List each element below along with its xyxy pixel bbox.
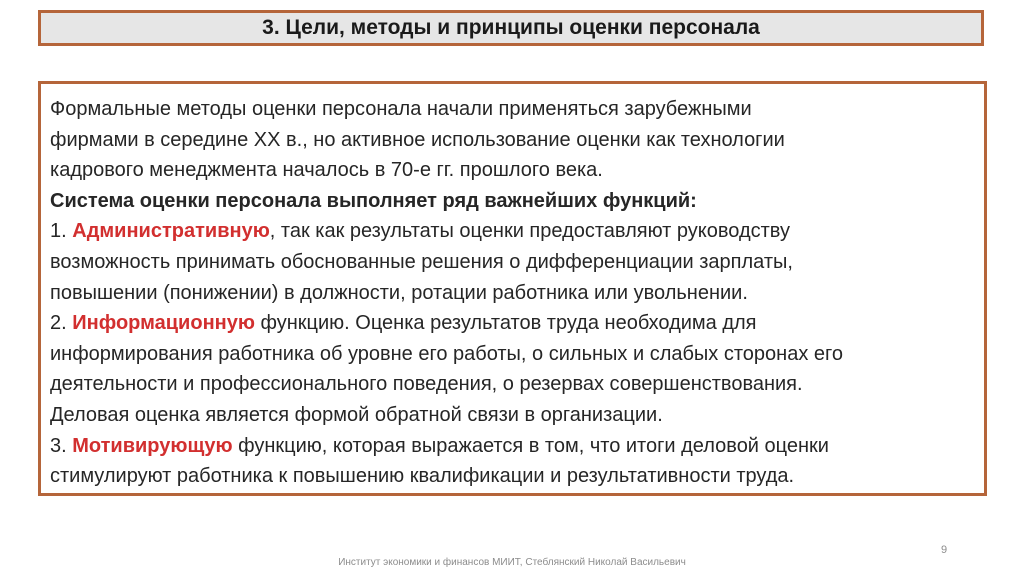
function-3-line: стимулируют работника к повышению квалификации и результативности труда.: [50, 465, 795, 488]
function-2-highlight: Информационную: [72, 312, 255, 335]
functions-heading: Система оценки персонала выполняет ряд важнейших функций:: [50, 189, 697, 212]
function-2-rest: функцию. Оценка результатов труда необходима для: [254, 312, 757, 335]
function-3-rest: функцию, которая выражается в том, что итоги деловой оценки: [232, 434, 829, 457]
function-3-highlight: Мотивирующую: [72, 434, 233, 457]
function-2-line: Деловая оценка является формой обратной связи в организации.: [50, 403, 663, 426]
intro-line: фирмами в середине XX в., но активное использование оценки как технологии: [50, 128, 785, 151]
function-1-rest: , так как результаты оценки предоставляют руководству: [269, 220, 790, 243]
function-2-first-line: [50, 308, 984, 339]
function-1-highlight: Административную: [72, 220, 270, 243]
function-1-line: повышении (понижении) в должности, ротации работника или увольнении.: [50, 281, 748, 304]
function-2-line: информирования работника об уровне его работы, о сильных и слабых сторонах его: [50, 342, 843, 365]
function-1-first-line: [50, 216, 984, 247]
intro-line: кадрового менеджмента началось в 70-е гг. прошлого века.: [50, 159, 603, 182]
footer-text: Институт экономики и финансов МИИТ, Стеблянский Николай Васильевич: [338, 557, 686, 568]
slide-title: 3. Цели, методы и принципы оценки персонала: [262, 16, 760, 39]
intro-line: Формальные методы оценки персонала начали применяться зарубежными: [50, 98, 752, 120]
function-3-first-line: [50, 431, 984, 462]
function-2-number: 2.: [50, 312, 73, 335]
function-1-line: возможность принимать обоснованные решения о дифференциации зарплаты,: [50, 250, 793, 273]
content-box: [38, 81, 987, 496]
function-1-number: 1.: [50, 220, 73, 243]
slide-title-box: [38, 10, 984, 46]
function-2-line: деятельности и профессионального поведения, о резервах совершенствования.: [50, 373, 803, 396]
function-3-number: 3.: [50, 434, 73, 457]
page-number: 9: [941, 544, 948, 556]
